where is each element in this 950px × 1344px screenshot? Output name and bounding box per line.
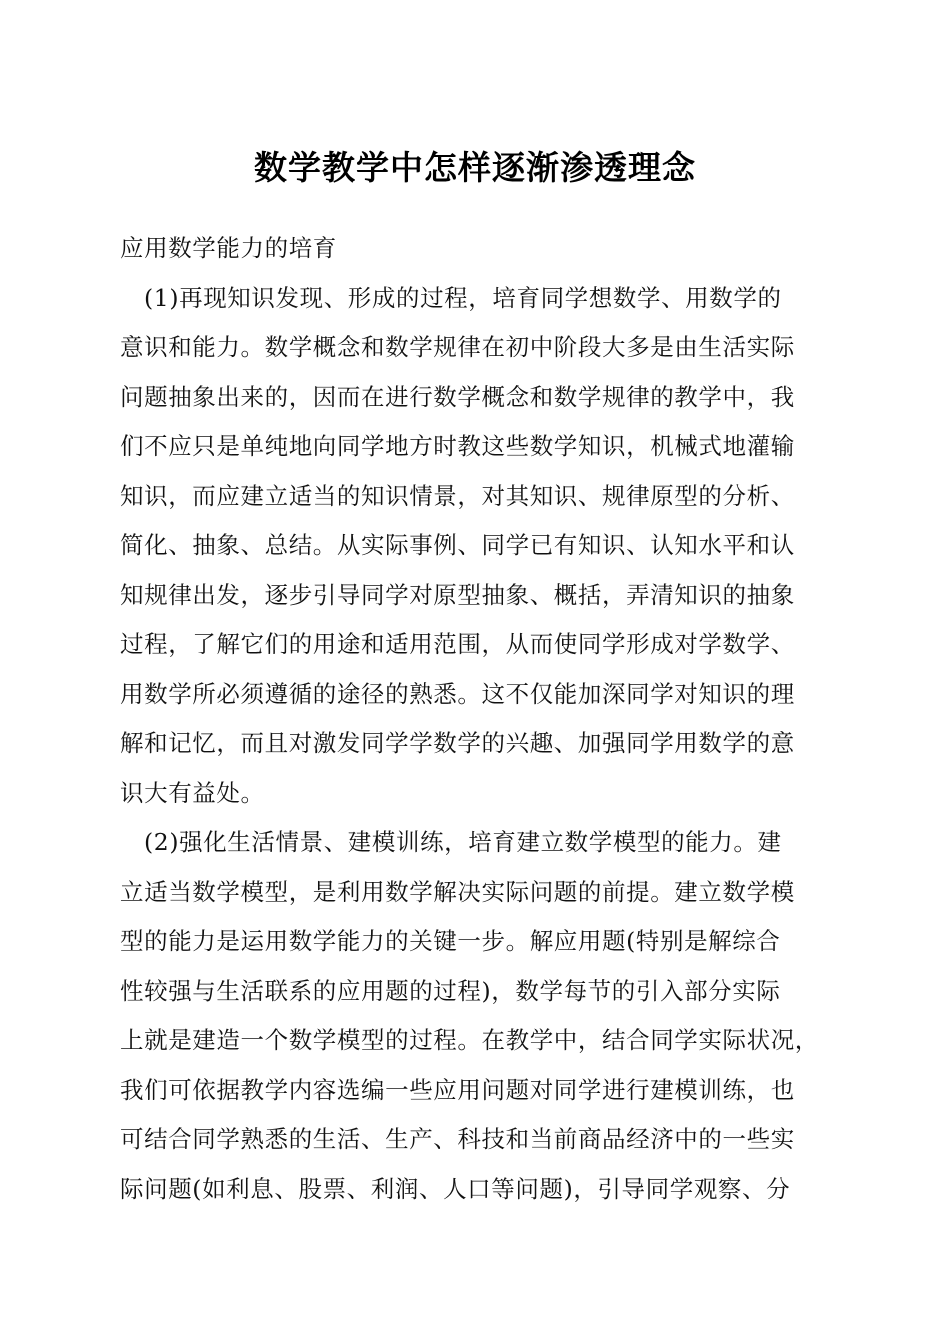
paragraph-line: 问题抽象出来的，因而在进行数学概念和数学规律的教学中，我: [120, 382, 795, 411]
paragraph-line: 们不应只是单纯地向同学地方时教这些数学知识，机械式地灌输: [120, 432, 795, 460]
paragraph-line: 简化、抽象、总结。从实际事例、同学已有知识、认知水平和认: [120, 531, 795, 559]
paragraph-line: 上就是建造一个数学模型的过程。在教学中，结合同学实际状况，: [120, 1026, 819, 1054]
paragraph-line: 意识和能力。数学概念和数学规律在初中阶段大多是由生活实际: [120, 333, 795, 361]
document-body: [120, 224, 840, 1214]
paragraph-line: (2)强化生活情景、建模训练，培育建立数学模型的能力。建: [144, 828, 782, 856]
paragraph-line: 可结合同学熟悉的生活、生产、科技和当前商品经济中的一些实: [120, 1125, 795, 1153]
paragraph-line: 过程，了解它们的用途和适用范围，从而使同学形成对学数学、: [120, 630, 795, 658]
paragraph-line: 用数学所必须遵循的途径的熟悉。这不仅能加深同学对知识的理: [120, 679, 795, 708]
paragraph-line: 我们可依据教学内容选编一些应用问题对同学进行建模训练，也: [120, 1075, 795, 1104]
paragraph-line: 知识，而应建立适当的知识情景，对其知识、规律原型的分析、: [120, 481, 795, 510]
paragraph-line: 立适当数学模型，是利用数学解决实际问题的前提。建立数学模: [120, 877, 795, 906]
document-title: 数学教学中怎样逐渐渗透理念: [254, 148, 696, 187]
paragraph-line: 际问题(如利息、股票、利润、人口等问题)，引导同学观察、分: [120, 1174, 791, 1203]
paragraph-line: 解和记忆，而且对激发同学学数学的兴趣、加强同学用数学的意: [120, 729, 795, 757]
section-heading: 应用数学能力的培育: [120, 234, 337, 262]
paragraph-line: (1)再现知识发现、形成的过程，培育同学想数学、用数学的: [144, 283, 782, 312]
paragraph-line: 性较强与生活联系的应用题的过程)，数学每节的引入部分实际: [120, 976, 781, 1005]
paragraph-line: 型的能力是运用数学能力的关键一步。解应用题(特别是解综合: [120, 927, 781, 955]
paragraph-line: 知规律出发，逐步引导同学对原型抽象、概括，弄清知识的抽象: [120, 580, 795, 609]
paragraph-line: 识大有益处。: [120, 778, 265, 807]
